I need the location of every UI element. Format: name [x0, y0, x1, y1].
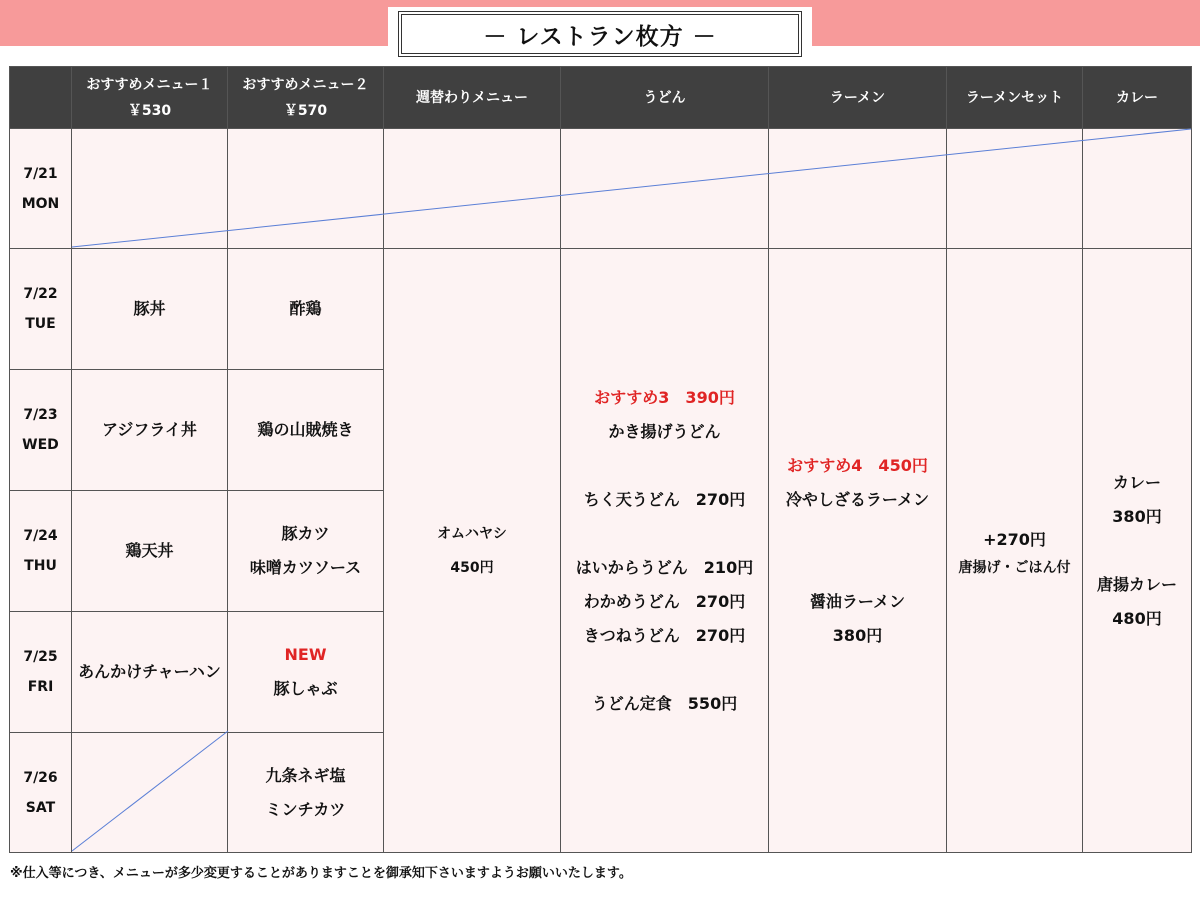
dish-name: あんかけチャーハン: [78, 662, 221, 681]
ramen-item: 醤油ラーメン: [809, 591, 906, 611]
udon-item: ちく天うどん 270円: [583, 489, 746, 509]
dish-name: 九条ネギ塩: [265, 765, 346, 785]
recommend-2-cell: [228, 249, 384, 370]
ramen-cell: [769, 249, 947, 853]
curry-cell: [1083, 249, 1192, 853]
title-box: [388, 7, 812, 61]
menu-table: [9, 66, 1192, 853]
ramen-recommend-label: おすすめ4 450円: [787, 455, 928, 475]
day-date: 7/25: [23, 649, 58, 665]
ramen-recommend-item: 冷やしざるラーメン: [785, 489, 930, 509]
udon-item: きつねうどん 270円: [583, 625, 746, 645]
recommend-1-cell: [72, 370, 228, 491]
recommend-1-cell: [72, 612, 228, 733]
day-date: 7/22: [23, 286, 58, 302]
weekly-menu-cell: [384, 249, 561, 853]
day-date: 7/21: [23, 165, 58, 182]
curry-item: カレー: [1112, 472, 1161, 492]
new-badge: NEW: [284, 645, 327, 664]
menu-cell-empty: [1083, 129, 1192, 249]
column-header-price: ￥570: [283, 102, 328, 119]
weekly-dish-name: オムハヤシ: [437, 525, 507, 542]
dish-name: 豚丼: [133, 299, 166, 318]
dish-name: アジフライ丼: [102, 420, 197, 439]
column-header-curry: カレー: [1083, 67, 1192, 129]
dish-name: 豚カツ: [281, 524, 330, 543]
dish-name: 豚しゃぶ: [273, 679, 338, 698]
dish-name: 酢鶏: [289, 299, 322, 318]
column-header-ramen: ラーメン: [769, 67, 947, 129]
column-header-recommend-2: [228, 67, 384, 129]
recommend-2-cell: [228, 612, 384, 733]
column-header-price: ￥530: [127, 102, 172, 119]
column-header-weekly: 週替わりメニュー: [384, 67, 561, 129]
day-weekday: FRI: [27, 679, 54, 695]
recommend-1-cell: [72, 249, 228, 370]
dish-name: 味噌カツソース: [249, 558, 362, 577]
curry-item-price: 480円: [1112, 608, 1162, 628]
day-weekday: SAT: [25, 799, 56, 816]
udon-item: うどん定食 550円: [591, 693, 738, 713]
menu-cell-empty: [561, 129, 769, 249]
udon-item: はいからうどん 210円: [575, 557, 754, 577]
column-header-label: おすすめメニュー２: [242, 76, 369, 93]
menu-cell-empty: [72, 733, 228, 853]
menu-cell-empty: [769, 129, 947, 249]
dish-name: ミンチカツ: [265, 799, 346, 819]
menu-cell-empty: [947, 129, 1083, 249]
day-date: 7/23: [23, 407, 58, 423]
ramen-set-cell: [947, 249, 1083, 853]
ramen-item-price: 380円: [832, 625, 883, 645]
udon-recommend-item: かき揚げうどん: [608, 421, 721, 441]
day-cell: [10, 370, 72, 491]
udon-cell: [561, 249, 769, 853]
day-cell: [10, 491, 72, 612]
day-cell: [10, 733, 72, 853]
menu-cell-empty: [384, 129, 561, 249]
page-title: － レストラン枚方 －: [398, 11, 802, 57]
footer-note: ※仕入等につき、メニューが多少変更することがありますことを御承知下さいますようお願いいたします。: [10, 866, 632, 881]
day-cell: [10, 249, 72, 370]
header-row: [10, 67, 1192, 129]
day-cell: [10, 612, 72, 733]
table-row-tue: [10, 249, 1192, 370]
recommend-1-cell: [72, 491, 228, 612]
curry-item-price: 380円: [1112, 506, 1162, 526]
day-weekday: THU: [24, 558, 57, 574]
column-header-ramen-set: ラーメンセット: [947, 67, 1083, 129]
udon-recommend-label: おすすめ3 390円: [594, 387, 735, 407]
ramen-set-price: +270円: [983, 529, 1046, 549]
corner-header: [10, 67, 72, 129]
dish-name: 鶏天丼: [125, 541, 174, 560]
day-weekday: TUE: [25, 316, 56, 332]
table-row-mon: [10, 129, 1192, 249]
curry-item: 唐揚カレー: [1096, 574, 1177, 594]
day-date: 7/26: [23, 769, 58, 786]
day-weekday: WED: [22, 437, 59, 453]
column-header-label: おすすめメニュー１: [86, 76, 213, 93]
menu-cell-empty: [72, 129, 228, 249]
dish-name: 鶏の山賊焼き: [257, 420, 354, 439]
recommend-2-cell: [228, 491, 384, 612]
recommend-2-cell: [228, 733, 384, 853]
day-cell: [10, 129, 72, 249]
recommend-2-cell: [228, 370, 384, 491]
column-header-recommend-1: [72, 67, 228, 129]
day-date: 7/24: [23, 528, 58, 544]
ramen-set-detail: 唐揚げ・ごはん付: [958, 559, 1071, 576]
menu-cell-empty: [228, 129, 384, 249]
column-header-udon: うどん: [561, 67, 769, 129]
weekly-dish-price: 450円: [450, 559, 494, 576]
udon-item: わかめうどん 270円: [583, 591, 746, 611]
day-weekday: MON: [21, 195, 60, 212]
